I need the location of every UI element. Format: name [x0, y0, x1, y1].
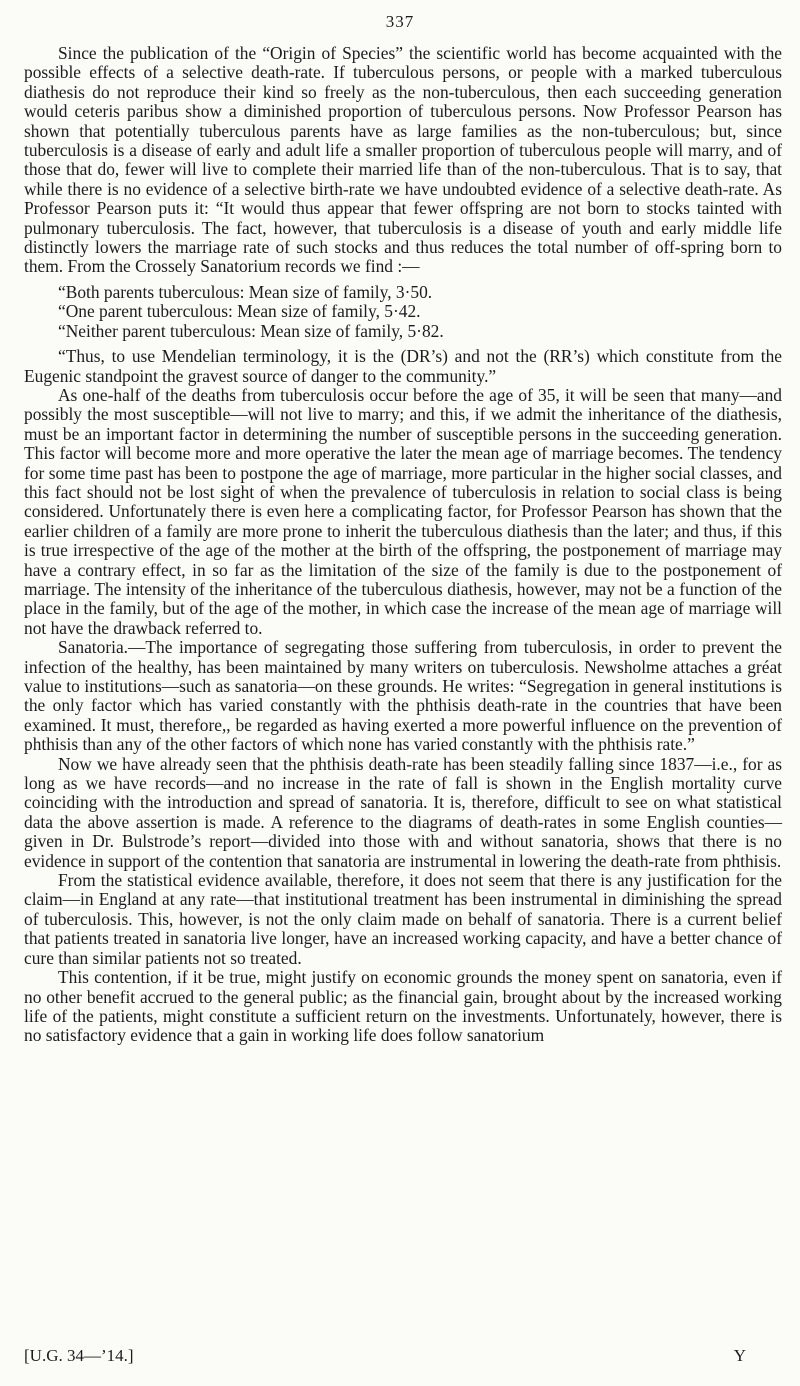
page-footer	[24, 1346, 782, 1366]
paragraph-economic-grounds: This contention, if it be true, might justify on economic grounds the money spent on sanatoria, even if no other benefit accrued to the general public; as the financial gain, brought about by the increased working life of the patients, might constitute a sufficient return on the investments. Unfortunately, however, there is no satisfactory evidence that a gain in working life does follow sanatorium	[24, 967, 782, 1046]
paragraph-origin-of-species: Since the publication of the “Origin of Species” the scientific world has become acquainted with the possible effects of a selective death-rate. If tuberculous persons, or people with a marked tuberculous diathesis do not reproduce their kind so freely as the non-tuberculous, then each succeeding generation would ceteris paribus show a diminished proportion of tuberculous persons. Now Professor Pearson has shown that potentially tuberculous parents have as large families as the non-tuberculous; but, since tuberculosis is a disease of early and adult life a smaller proportion of tuberculous people will marry, and of those that do, fewer will live to complete their married life than of the non-tuberculous. That is to say, that while there is no evidence of a selective birth-rate we have undoubted evidence of a selective death-rate. As Professor Pearson puts it: “It would thus appear that fewer offspring are not born to stocks tainted with pulmonary tuberculosis. The fact, however, that tuberculosis is a disease of youth and early middle life distinctly lowers the marriage rate of such stocks and thus reduces the total number of off-spring born to them. From the Crossely Sanatorium records we find :—	[24, 43, 782, 277]
paragraph-death-rate-fall: Now we have already seen that the phthisis death-rate has been steadily falling since 1837—i.e., for as long as we have records—and no increase in the rate of fall is shown in the English mortality curve coinciding with the introduction and spread of sanatoria. It is, therefore, difficult to see on what statistical data the above assertion is made. A reference to the diagrams of death-rates in some English counties—given in Dr. Bulstrode’s report—divided into those with and without sanatoria, shows that there is no evidence in support of the contention that sanatoria are instrumental in lowering the death-rate from phthisis.	[24, 753, 782, 871]
quote-line-both-parents: “Both parents tuberculous: Mean size of family, 3·50.	[58, 281, 433, 302]
paragraph-mendelian: “Thus, to use Mendelian terminology, it is the (DR’s) and not the (RR’s) which constitute from the Eugenic standpoint the gravest source of danger to the community.”	[24, 346, 782, 386]
quote-line-neither-parent: “Neither parent tuberculous: Mean size of family, 5·82.	[58, 320, 444, 341]
page-number: 337	[385, 12, 415, 31]
quote-line-one-parent: “One parent tuberculous: Mean size of family, 5·42.	[58, 301, 421, 322]
body-text	[24, 44, 782, 1046]
footer-reference: [U.G. 34—’14.]	[24, 1346, 134, 1365]
paragraph-statistical-evidence: From the statistical evidence available, therefore, it does not seem that there is any justification for the claim—in England at any rate—that institutional treatment has been instrumental in diminishing the spread of tuberculosis. This, however, is not the only claim made on behalf of sanatoria. There is a current belief that patients treated in sanatoria live longer, have an increased working capacity, and have a better chance of cure than similar patients not so treated.	[24, 870, 782, 968]
family-size-quote	[24, 283, 782, 341]
paragraph-age-of-marriage: As one-half of the deaths from tuberculosis occur before the age of 35, it will be seen that many—and possibly the most susceptible—will not live to marry; and this, if we admit the inheritance of the diathesis, must be an important factor in determining the number of susceptible persons in the succeeding generation. This factor will become more and more operative the later the mean age of marriage becomes. The tendency for some time past has been to postpone the age of marriage, more particular in the higher social classes, and this fact should not be lost sight of when the prevalence of tuberculosis in relation to social class is being considered. Unfortunately there is even here a complicating factor, for Professor Pearson has shown that the earlier children of a family are more prone to inherit the tuberculous diathesis than the later; and thus, if this is true irrespective of the age of the mother at the birth of the offspring, the postponement of marriage may have a contrary effect, in so far as the limitation of the size of the family is due to the postponement of marriage. The intensity of the inheritance of the tuberculous diathesis, however, may not be a function of the place in the family, but of the age of the mother, in which case the increase of the mean age of marriage will not have the drawback referred to.	[24, 384, 782, 638]
paragraph-sanatoria: Sanatoria.—The importance of segregating those suffering from tuberculosis, in order to prevent the infection of the healthy, has been maintained by many writers on tuberculosis. Newsholme attaches a gréat value to institutions—such as sanatoria—on these grounds. He writes: “Segregation in general institutions is the only factor which has varied constantly with the phthisis death-rate in the countries that have been examined. It must, therefore,, be regarded as having exerted a more powerful influence on the prevention of phthisis than any of the other factors of which none has varied constantly with the phthisis rate.”	[24, 637, 782, 755]
footer-signature-mark: Y	[733, 1346, 746, 1365]
